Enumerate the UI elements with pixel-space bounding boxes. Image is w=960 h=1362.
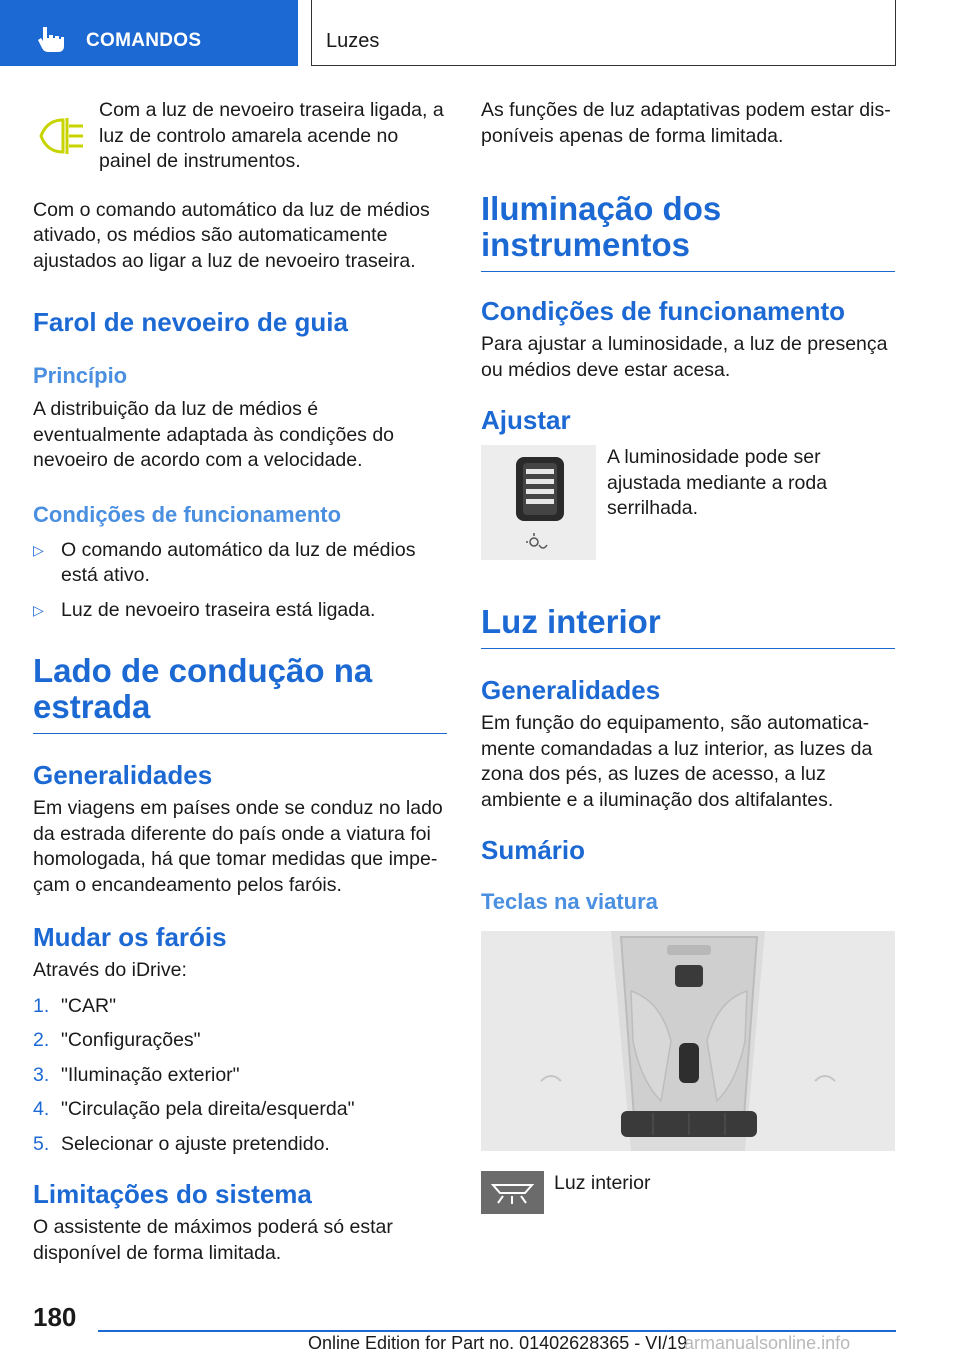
heading-limitacoes: Limitações do sistema <box>33 1179 312 1209</box>
condicoes-text-right: Para ajustar a luminosidade, a luz de presença ou médios deve estar acesa. <box>481 333 888 381</box>
list-item: ▷ Luz de nevoeiro traseira está ligada. <box>33 598 447 624</box>
heading-condicoes-right: Condições de funcionamento <box>481 296 846 326</box>
brightness-wheel-image <box>481 445 596 560</box>
section-label: COMANDOS <box>86 30 202 51</box>
chapter-label: Luzes <box>326 30 380 52</box>
watermark: armanualsonline.info <box>684 1333 851 1353</box>
list-item: ▷ O comando automático da luz de médios está ativo. <box>33 538 416 586</box>
heading-ajustar: Ajustar <box>481 405 571 435</box>
heading-generalidades-left: Generalidades <box>33 760 213 790</box>
heading-lado-conducao: Lado de condução na estrada <box>33 653 447 734</box>
heading-sumario: Sumário <box>481 835 586 865</box>
edition-text: Online Edition for Part no. 01402628365 - VI/19 <box>308 1333 688 1353</box>
thumbwheel-icon <box>481 445 596 560</box>
list-item: 2. "Configurações" <box>33 1029 201 1051</box>
heading-generalidades-right: Generalidades <box>481 675 661 705</box>
ajustar-text: A luminosidade pode ser ajustada mediante a roda serrilhada. <box>607 446 828 519</box>
heading-farol-nevoeiro: Farol de nevoeiro de guia <box>33 307 348 337</box>
overhead-console-illustration <box>481 931 895 1151</box>
right-column <box>481 98 895 1214</box>
list-item: 3. "Iluminação exterior" <box>33 1063 240 1086</box>
list-item: 1. "CAR" <box>33 994 117 1017</box>
rear-fog-indicator-row <box>33 98 447 175</box>
heading-luz-interior: Luz interior <box>481 604 895 649</box>
rear-fog-indicator-text: Com a luz de nevoeiro traseira ligada, a luz de controlo amarela acende no painel de instrumentos. <box>99 99 444 172</box>
steps-list <box>33 994 447 1158</box>
condicoes-list <box>33 538 447 624</box>
mudar-text: Através do iDrive: <box>33 959 187 981</box>
rear-fog-light-icon <box>33 98 99 174</box>
adaptive-light-text: As funções de luz adaptativas podem estar disponíveis apenas de forma limitada. <box>481 99 891 147</box>
page-header <box>0 0 960 66</box>
overhead-console-photo <box>481 931 895 1151</box>
interior-light-caption: Luz interior <box>554 1172 651 1194</box>
heading-principio: Princípio <box>33 363 128 388</box>
heading-teclas-viatura: Teclas na viatura <box>481 889 658 914</box>
ajustar-row <box>481 445 895 560</box>
list-item: 5. Selecionar o ajuste pretendido. <box>33 1132 330 1155</box>
interior-light-icon <box>481 1171 544 1214</box>
generalidades-text-right: Em função do equipamento, são automaticamente comandadas a luz interior, as luzes da zona dos pés, as luzes de acesso, a luz ambiente e a iluminação dos altifalantes. <box>481 712 873 811</box>
limitacoes-text: O assistente de máximos poderá só estar disponível de forma limitada. <box>33 1216 393 1264</box>
heading-iluminacao-instrumentos: Iluminação dos instrumentos <box>481 191 895 272</box>
triangle-bullet-icon: ▷ <box>33 601 44 618</box>
page-number: 180 <box>33 1302 77 1332</box>
luz-interior-key-row <box>481 1171 895 1214</box>
heading-condicoes-left: Condições de funcionamento <box>33 501 342 527</box>
intro-paragraph: Com o comando automático da luz de médios ativado, os médios são automaticamente ajustados ao ligar a luz de nevoeiro traseira. <box>33 198 430 272</box>
principio-text: A distribuição da luz de médios é eventualmente adaptada às condições do nevoeiro de acordo com a velocidade. <box>33 398 395 471</box>
hand-pointer-icon <box>36 24 66 54</box>
generalidades-text-left: Em viagens em países onde se conduz no lado da estrada diferente do país onde a viatura foi homologada, há que tomar medidas que impeçam o encandeamento pelos faróis. <box>33 797 443 896</box>
triangle-bullet-icon: ▷ <box>33 541 44 558</box>
heading-mudar-farois: Mudar os faróis <box>33 922 227 952</box>
list-item: 4. "Circulação pela direita/esquerda" <box>33 1098 355 1120</box>
left-column <box>33 98 447 1266</box>
footer-divider <box>98 1330 896 1332</box>
section-tab <box>0 0 298 66</box>
chapter-box <box>311 0 896 66</box>
